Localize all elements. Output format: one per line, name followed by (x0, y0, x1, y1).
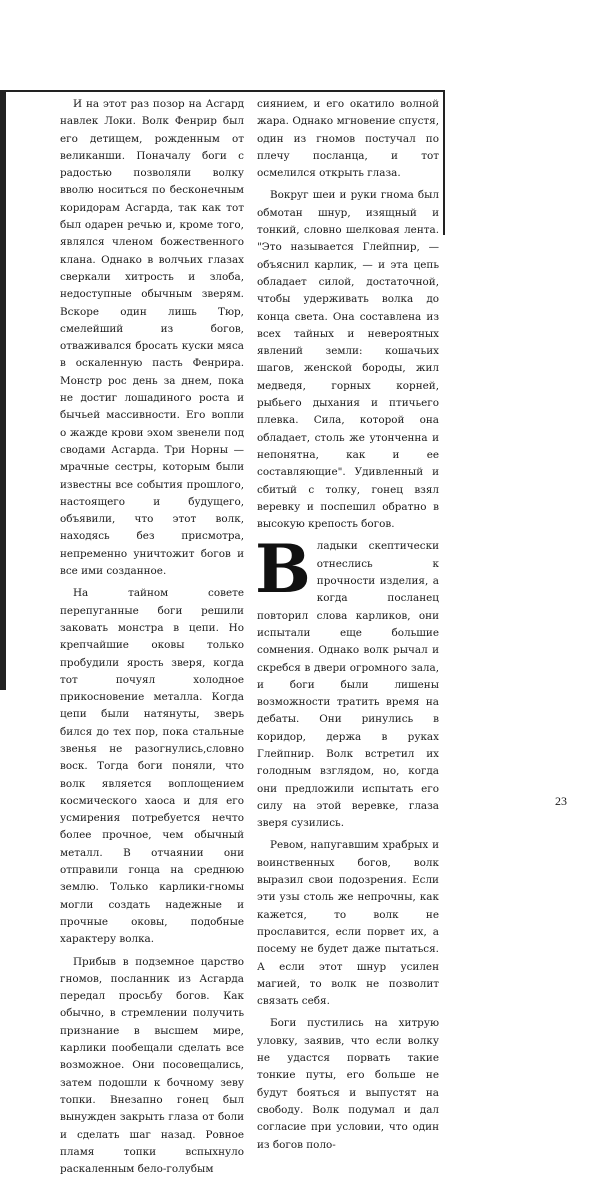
dropcap-paragraph (255, 530, 439, 832)
dropcap-letter: В (255, 530, 311, 609)
paragraph: Вокруг шеи и руки гнома был обмотан шнур, изящный и тонкий, словно шелковая лента. "Это называется Глейпнир, — объяснил карлик, — и эта цепь обладает силой, достаточной, чтобы удерживать волка до конца света. Она составлена из всех тайных и невероятных явлений земли: кошачьих шагов, женской бороды, жил медведя, горных корней, рыбьего дыхания и птичьего плевка. Сила, которой она обладает, столь же утонченна и непонятна, как и ее составляющие". Удивленный и сбитый с толку, гонец взял веревку и поспешил обратно в высокую крепость богов. (257, 189, 439, 531)
dropcap-paragraph-text: ладыки скептически отнеслись к прочности изделия, а когда посланец повторил слова карликов, они испытали еще большие сомнения. Однако волк рычал и скребся в двери огромного зала, и боги были лишены возможности тратить время на дебаты. Они ринулись в коридор, держа в руках Глейпнир. Волк встретил их голодным взглядом, но, когда они предложили испытать его силу на этой веревке, глаза зверя сузились. (257, 540, 439, 830)
paragraph: сиянием, и его окатило волной жара. Однако мгновение спустя, один из гномов постучал по плечу посланца, и тот осмелился открыть глаза. (257, 98, 439, 180)
paragraph: И на этот раз позор на Асгард навлек Локи. Волк Фенрир был его детищем, рожденным от великанши. Поначалу боги с радостью позволяли волку вволю носиться по бесконечным коридорам Асгарда, так как тот был одарен речью и, кроме того, являлся членом божественного клана. Однако в волчьих глазах сверкали хитрость и злоба, недоступные обычным зверям. Вскоре один лишь Тюр, смелейший из богов, отваживался бросать куски мяса в оскаленную пасть Фенрира. Монстр рос день за днем, пока не достиг лошадиного роста и бычьей массивности. Его вопли о жажде крови эхом звенели под сводами Асгарда. Три Норны — мрачные сестры, которым были известны все события прошлого, настоящего и будущего, объявили, что этот волк, находясь без присмотра, непременно уничтожит богов и все ими созданное. (60, 98, 244, 578)
right-text-column (257, 96, 439, 1159)
paragraph: На тайном совете перепуганные боги решили заковать монстра в цепи. Но крепчайшие оковы только пробудили ярость зверя, когда тот почуял холодное прикосновение металла. Когда цепи были натянуты, зверь бился до тех пор, пока стальные звенья не разогнулись,словно воск. Тогда боги поняли, что волк является воплощением космического хаоса и для его усмирения потребуется нечто более прочное, чем обычный металл. В отчаянии они отправили гонца на среднюю землю. Только карлики-гномы могли создать надежные и прочные оковы, подобные характеру волка. (60, 587, 244, 946)
frame-rule-right (443, 90, 445, 235)
page-number: 23 (555, 794, 567, 808)
frame-rule-left (0, 90, 6, 690)
frame-rule-top (0, 90, 445, 92)
paragraph: Боги пустились на хитрую уловку, заявив, что если волку не удастся порвать такие тонкие путы, его больше не будут бояться и выпустят на свободу. Волк подумал и дал согласие при условии, что один из богов поло- (257, 1017, 439, 1151)
paragraph: Ревом, напугавшим храбрых и воинственных богов, волк выразил свои подозрения. Если эти узы столь же непрочны, как кажется, то волк не прославится, если порвет их, а посему не будет даже пытаться. А если этот шнур усилен магией, то волк не позволит связать себя. (257, 839, 439, 1008)
paragraph: Прибыв в подземное царство гномов, посланник из Асгарда передал просьбу богов. Как обычно, в стремлении получить признание в высшем мире, карлики пообещали сделать все возможное. Они посовещались, затем подошли к бочному зеву топки. Внезапно гонец был вынужден закрыть глаза от боли и сделать шаг назад. Ровное пламя топки вспыхнуло раскаленным бело-голубым (60, 955, 244, 1176)
left-text-column (60, 96, 244, 1183)
